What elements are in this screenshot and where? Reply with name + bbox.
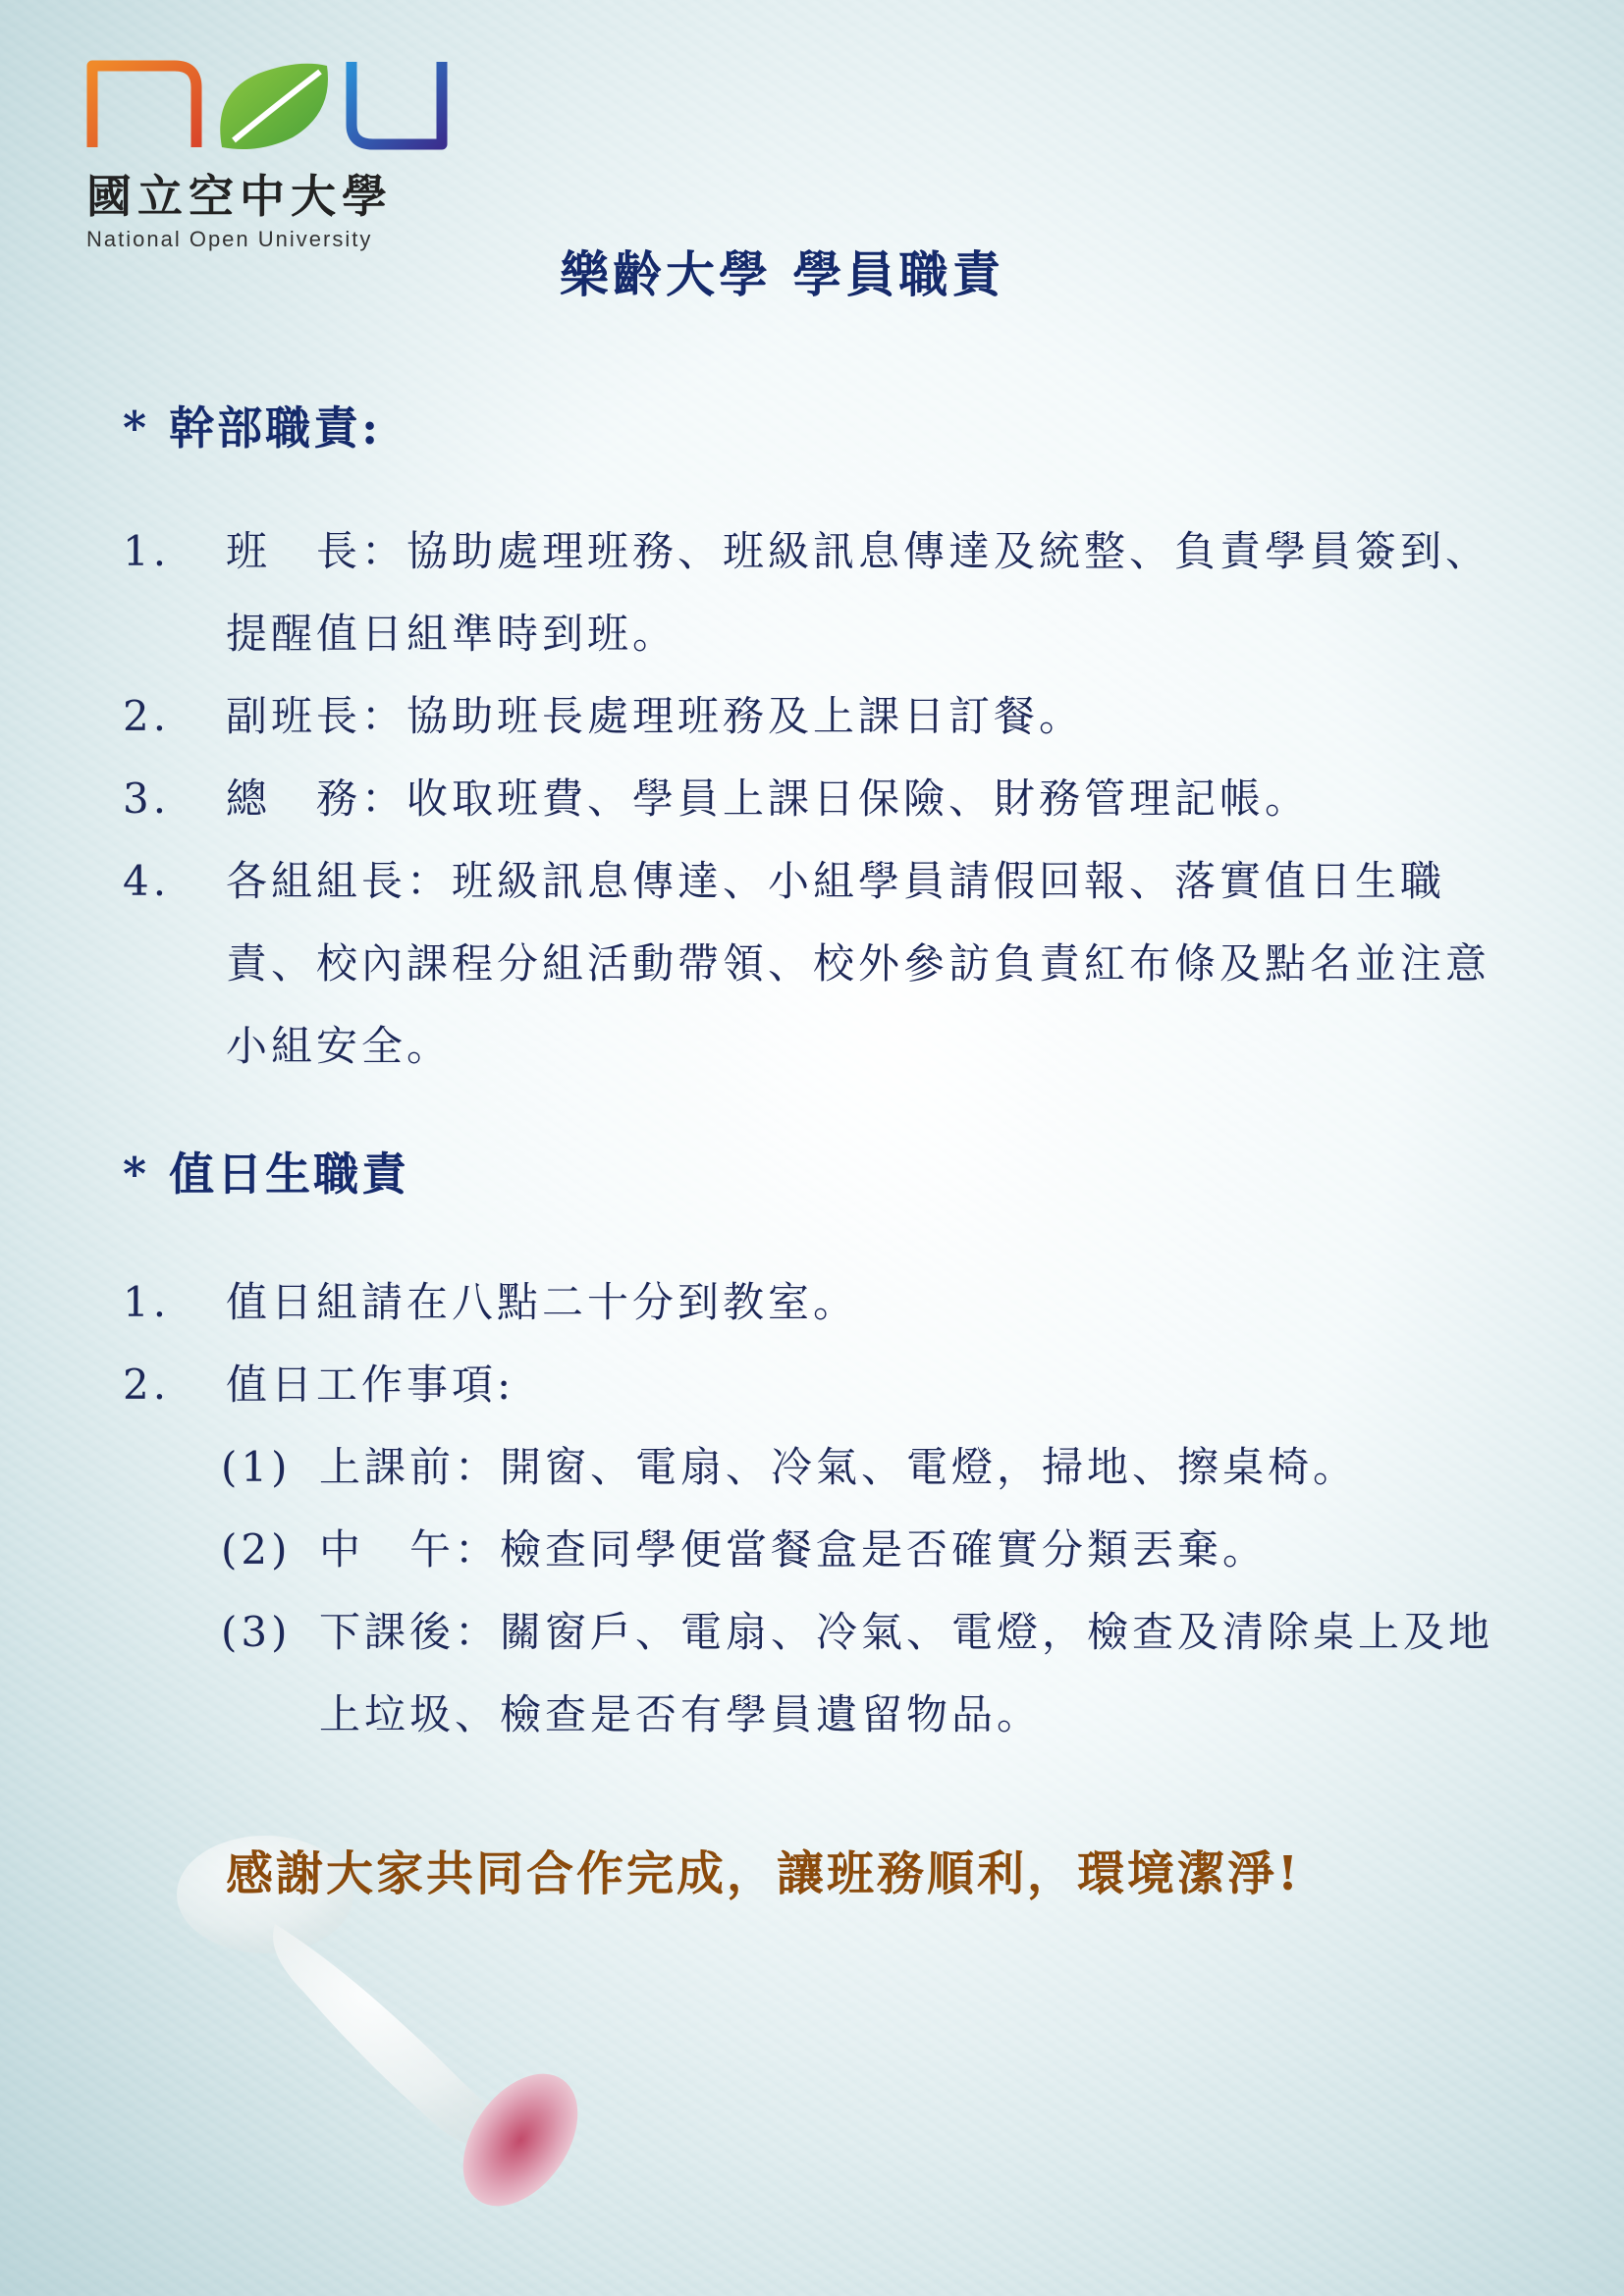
sublist-item-number: (1) — [221, 1443, 292, 1491]
list-item — [221, 1591, 1497, 1756]
nou-logo — [86, 54, 460, 252]
closing-message: 感謝大家共同合作完成，讓班務順利，環境潔淨! — [226, 1846, 1302, 1901]
page-title: 樂齡大學 學員職責 — [560, 245, 1005, 303]
sublist-item-number: (2) — [221, 1525, 292, 1574]
logo-chinese-name: 國立空中大學 — [86, 170, 393, 223]
duty-student-list — [123, 1261, 1497, 1426]
list-item-number: 3. — [123, 774, 171, 823]
duty-tasks-sublist — [221, 1426, 1497, 1756]
sublist-item-text: 中 午：檢查同學便當餐盒是否確實分類丟棄。 — [319, 1525, 1269, 1574]
list-item-text: 值日組請在八點二十分到教室。 — [226, 1278, 859, 1326]
list-item — [123, 1344, 1497, 1426]
list-item-number: 1. — [123, 1278, 171, 1326]
sublist-item-number: (3) — [221, 1608, 292, 1656]
list-item — [123, 1261, 1497, 1344]
list-item-number: 2. — [123, 692, 171, 740]
list-item — [123, 675, 1497, 758]
logo-english-name: National Open University — [86, 227, 373, 251]
list-item — [123, 758, 1497, 840]
list-item — [221, 1426, 1497, 1509]
nou-logo-mark-icon — [86, 54, 460, 152]
duty-student-heading — [123, 1139, 409, 1203]
cadre-duties-heading — [123, 393, 381, 457]
list-item-number: 2. — [123, 1361, 171, 1409]
list-item — [123, 510, 1497, 675]
list-item-text: 班 長：協助處理班務、班級訊息傳達及統整、負責學員簽到、提醒值日組準時到班。 — [226, 527, 1491, 658]
list-item — [221, 1509, 1497, 1591]
sublist-item-text: 下課後：關窗戶、電扇、冷氣、電燈，檢查及清除桌上及地上垃圾、檢查是否有學員遺留物品。 — [319, 1608, 1494, 1738]
list-item-number: 4. — [123, 857, 171, 905]
list-item-text: 各組組長：班級訊息傳達、小組學員請假回報、落實值日生職責、校內課程分組活動帶領、校外參訪負責紅布條及點名並注意小組安全。 — [226, 857, 1491, 1070]
list-item-text: 值日工作事項: — [226, 1361, 515, 1409]
heading-star-marker: * — [123, 401, 150, 454]
duty-student-heading-text: 值日生職責 — [169, 1148, 410, 1201]
sublist-item-text: 上課前：開窗、電扇、冷氣、電燈，掃地、擦桌椅。 — [319, 1443, 1359, 1491]
list-item-text: 總 務：收取班費、學員上課日保險、財務管理記帳。 — [226, 774, 1311, 823]
list-item — [123, 840, 1497, 1088]
list-item-text: 副班長：協助班長處理班務及上課日訂餐。 — [226, 692, 1085, 740]
list-item-number: 1. — [123, 527, 171, 575]
cadre-duties-list — [123, 510, 1497, 1088]
cadre-duties-heading-text: 幹部職責: — [169, 401, 382, 454]
heading-star-marker: * — [123, 1148, 150, 1201]
